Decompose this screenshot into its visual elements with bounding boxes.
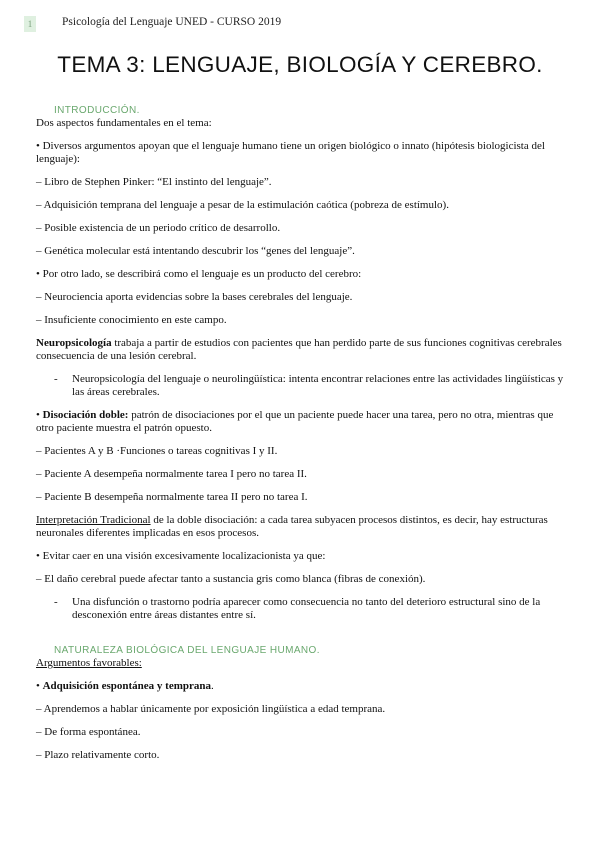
paragraph: – Plazo relativamente corto. bbox=[36, 749, 160, 761]
running-header: Psicología del Lenguaje UNED - CURSO 2019 bbox=[62, 16, 282, 28]
paragraph: – Neurociencia aporta evidencias sobre la bases cerebrales del lenguaje. bbox=[36, 291, 353, 303]
paragraph: • Evitar caer en una visión excesivamente localizacionista ya que: bbox=[36, 550, 326, 562]
indented-item bbox=[36, 373, 566, 399]
paragraph: – De forma espontánea. bbox=[36, 726, 141, 738]
paragraph: – Adquisición temprana del lenguaje a pesar de la estimulación caótica (pobreza de estímulo). bbox=[36, 199, 449, 211]
indented-item bbox=[36, 596, 566, 622]
item-text: Neuropsicología del lenguaje o neurolingüística: intenta encontrar relaciones entre las actividades lingüísticas y las áreas cerebrales. bbox=[72, 373, 564, 398]
section-heading-nature: NATURALEZA BIOLÓGICA DEL LENGUAJE HUMANO. bbox=[54, 645, 320, 656]
paragraph bbox=[36, 680, 566, 693]
paragraph: Dos aspectos fundamentales en el tema: bbox=[36, 117, 212, 129]
underlined-term: Interpretación Tradicional bbox=[36, 514, 151, 526]
paragraph-text: patrón de disociaciones por el que un paciente puede hacer una tarea, pero no otra, mientras que otro paciente muestra el patrón opuesto. bbox=[36, 409, 554, 434]
paragraph bbox=[36, 409, 566, 435]
paragraph bbox=[36, 337, 566, 363]
paragraph: – Paciente A desempeña normalmente tarea I pero no tarea II. bbox=[36, 468, 307, 480]
paragraph: – Libro de Stephen Pinker: “El instinto del lenguaje”. bbox=[36, 176, 272, 188]
paragraph: – Genética molecular está intentando descubrir los “genes del lenguaje”. bbox=[36, 245, 355, 257]
paragraph: • Diversos argumentos apoyan que el lenguaje humano tiene un origen biológico o innato (hipótesis biologicista del lenguaje): bbox=[36, 140, 545, 165]
paragraph: – Insuficiente conocimiento en este campo. bbox=[36, 314, 227, 326]
section-heading-introduction: INTRODUCCIÓN. bbox=[54, 105, 140, 116]
paragraph: – El daño cerebral puede afectar tanto a sustancia gris como blanca (fibras de conexión). bbox=[36, 573, 426, 585]
page-title: TEMA 3: LENGUAJE, BIOLOGÍA Y CEREBRO. bbox=[57, 52, 543, 77]
page-number: 1 bbox=[24, 16, 36, 32]
paragraph: – Paciente B desempeña normalmente tarea II pero no tarea I. bbox=[36, 491, 308, 503]
paragraph bbox=[36, 514, 566, 540]
item-text: Una disfunción o trastorno podría aparecer como consecuencia no tanto del deterioro estructural sino de la desconexión entre áreas distantes entre sí. bbox=[72, 596, 541, 621]
bold-term: Disociación doble: bbox=[42, 409, 129, 421]
paragraph bbox=[36, 657, 566, 670]
underlined-term: Argumentos favorables: bbox=[36, 657, 142, 669]
document-body bbox=[36, 104, 566, 762]
paragraph: – Posible existencia de un periodo crítico de desarrollo. bbox=[36, 222, 281, 234]
bold-term: Adquisición espontánea y temprana bbox=[42, 680, 211, 692]
paragraph: – Aprendemos a hablar únicamente por exposición lingüística a edad temprana. bbox=[36, 703, 386, 715]
paragraph-text: de la doble disociación: a cada tarea subyacen procesos distintos, es decir, hay estructuras neuronales diferentes implicadas en esos procesos. bbox=[36, 514, 548, 539]
bullet-marker: • bbox=[36, 409, 43, 421]
dash-marker: - bbox=[54, 596, 58, 608]
bold-term: Neuropsicología bbox=[36, 337, 112, 349]
bullet-marker: • bbox=[36, 680, 43, 692]
dash-marker: - bbox=[54, 373, 58, 385]
paragraph-text: . bbox=[211, 680, 214, 692]
paragraph-text: trabaja a partir de estudios con pacientes que han perdido parte de sus funciones cognitivas cerebrales consecuencia de una lesión cerebral. bbox=[36, 337, 562, 362]
paragraph: • Por otro lado, se describirá como el lenguaje es un producto del cerebro: bbox=[36, 268, 362, 280]
paragraph: – Pacientes A y B ·Funciones o tareas cognitivas I y II. bbox=[36, 445, 278, 457]
